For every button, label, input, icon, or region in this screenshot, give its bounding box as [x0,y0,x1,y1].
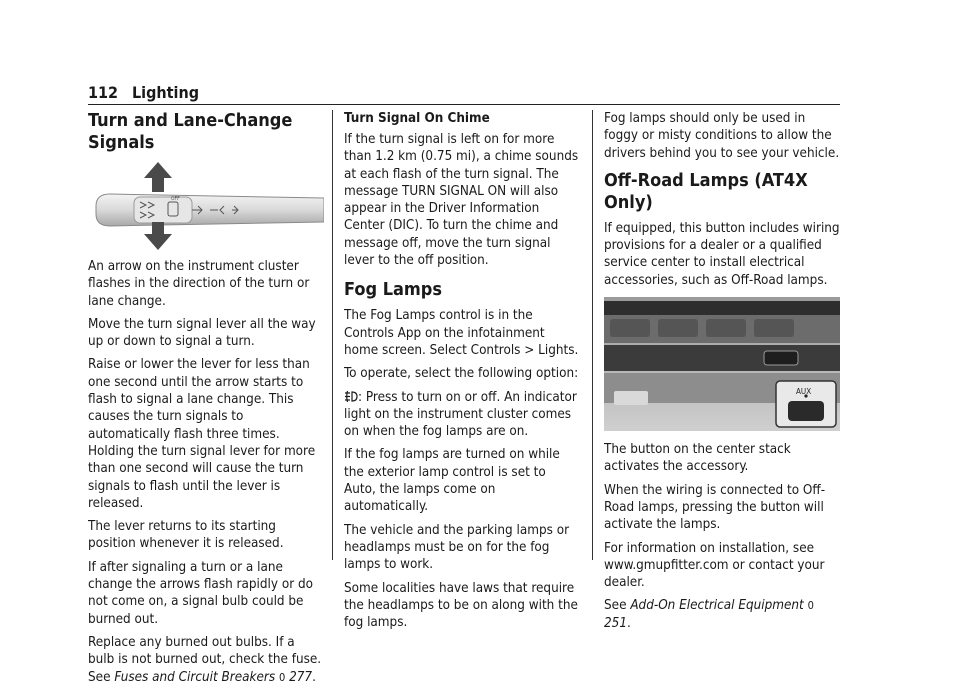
paragraph: The vehicle and the parking lamps or headlamps must be on for the fog lamps to work. [344,522,570,573]
center-stack-photo [604,297,840,431]
fog-lamps-heading: Fog Lamps [344,279,443,301]
column-2 [344,110,580,637]
aux-label: AUX [796,387,812,397]
turn-signal-lever-illustration [88,160,324,252]
paragraph: An arrow on the instrument cluster flashes in the direction of the turn or lane change. [88,259,310,309]
paragraph: Raise or lower the lever for less than one second until the arrow starts to flash to signal a lane change. This causes the turn signals to automatically flash three times. Holding the turn signal lever for more than one second will cause the turn signals to flash until the lever is released. [88,357,316,511]
paragraph: The Fog Lamps control is in the Controls App on the infotainment home screen. Select Controls > Lights. [344,308,579,358]
fuses-link[interactable]: Fuses and Circuit Breakers [114,669,276,685]
section-title: Lighting [132,83,200,102]
column-divider-2 [592,110,593,560]
page-ref[interactable]: 251 [604,615,627,631]
paragraph: For information on installation, see www.gmupfitter.com or contact your dealer. [604,540,825,591]
column-divider-1 [332,110,333,560]
paragraph: If the turn signal is left on for more than 1.2 km (0.75 mi), a chime sounds at each flash of the turn signal. The message TURN SIGNAL ON will also appear in the Driver Information Center (DIC). To turn the chime and message off, move the turn signal lever to the off position. [344,132,579,269]
page-ref[interactable]: 277 [289,669,313,685]
paragraph: If after signaling a turn or a lane change the arrows flash rapidly or do not come on, a signal bulb could be burned out. [88,559,313,627]
turn-signal-lever-figure [88,160,324,252]
page-number: 112 [88,83,119,102]
chime-heading: Turn Signal On Chime [344,111,490,126]
paragraph: To operate, select the following option: [344,366,579,382]
paragraph: Some localities have laws that require the headlamps to be on along with the fog lamps. [344,580,578,631]
page-ref-arrow-icon: 0 [278,670,286,684]
paragraph: Fog lamps should only be used in foggy or misty conditions to allow the drivers behind you to see your vehicle. [604,111,840,161]
header-rule [88,104,840,105]
paragraph: If the fog lamps are turned on while the exterior lamp control is set to Auto, the lamps come on automatically. [344,447,560,515]
column-3 [604,110,842,638]
up-arrow-icon [144,162,172,192]
paragraph: If equipped, this button includes wiring provisions for a dealer or a qualified service center to install electrical accessories, such as Off-Road lamps. [604,220,840,288]
off-road-lamps-heading: Off-Road Lamps (AT4X Only) [604,169,808,213]
paragraph: When the wiring is connected to Off-Road lamps, pressing the button will activate the lamps. [604,482,826,533]
center-stack-figure [604,297,842,431]
turn-signals-heading: Turn and Lane-Change Signals [88,110,293,153]
add-on-equipment-link[interactable]: Add-On Electrical Equipment [630,598,804,614]
column-1 [88,110,324,692]
paragraph: Replace any burned out bulbs. If a bulb is not burned out, check the fuse. See Fuses and Circuit Breakers 0 277. [88,634,322,685]
page-ref-arrow-icon: 0 [807,599,814,613]
paragraph: The lever returns to its starting position whenever it is released. [88,519,284,552]
paragraph: The button on the center stack activates the accessory. [604,442,791,475]
fog-lamp-icon [344,390,358,403]
page-header [88,84,840,102]
down-arrow-icon [144,222,172,250]
fog-option: : Press to turn on or off. An indicator light on the instrument cluster comes on when the fog lamps are on. [344,389,577,440]
paragraph: See Add-On Electrical Equipment 0 251. [604,598,814,631]
svg-text:OFF: OFF [171,196,180,202]
paragraph: Move the turn signal lever all the way up or down to signal a turn. [88,316,316,350]
